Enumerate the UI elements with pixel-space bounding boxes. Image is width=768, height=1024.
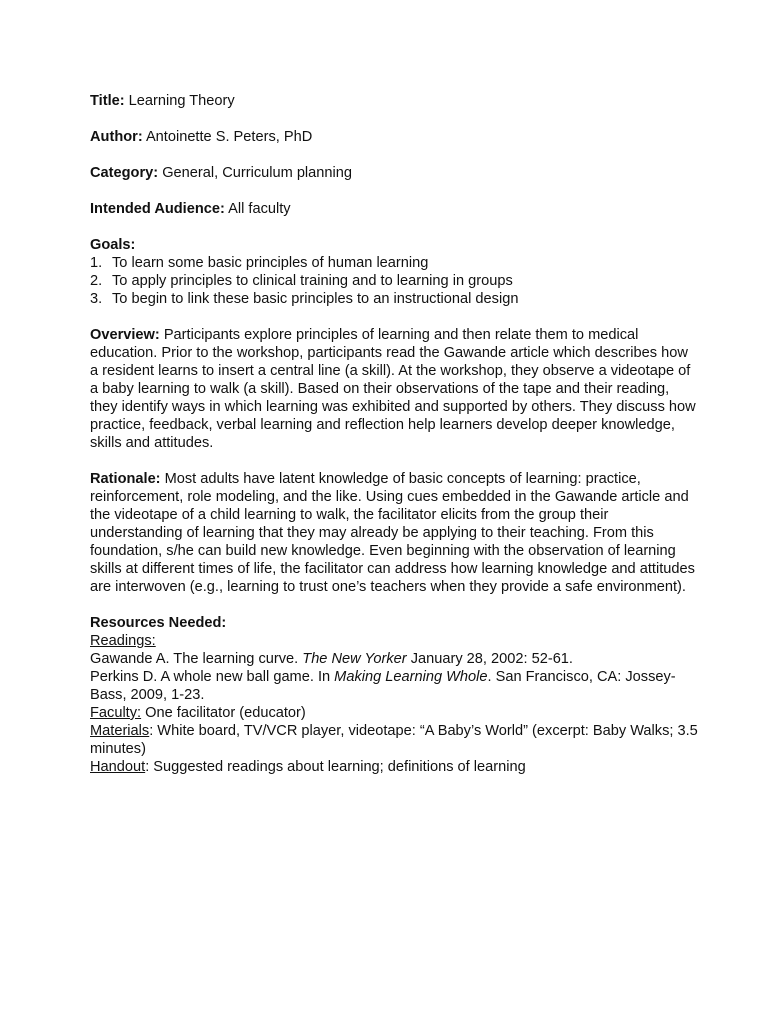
- goal-text: To learn some basic principles of human learning: [112, 255, 429, 271]
- goal-number: 3.: [90, 291, 103, 307]
- category-value: General, Curriculum planning: [162, 165, 352, 181]
- category-field: [90, 164, 698, 182]
- faculty-label: Faculty:: [90, 705, 142, 721]
- materials-line: [90, 722, 698, 758]
- goal-text: To apply principles to clinical training and to learning in groups: [112, 273, 513, 289]
- materials-label: Materials: [90, 723, 150, 739]
- reading-citation-2: [90, 668, 698, 704]
- handout-line: [90, 758, 698, 776]
- readings-label: Readings:: [90, 633, 156, 649]
- title-label: Title:: [90, 93, 125, 109]
- author-field: [90, 128, 698, 146]
- list-item: [90, 290, 698, 308]
- list-item: [90, 272, 698, 290]
- title-field: [90, 92, 698, 110]
- reading2-after: . San Francisco, CA: Jossey-Bass, 2009, 1-23.: [90, 669, 676, 703]
- rationale-label: Rationale:: [90, 471, 161, 487]
- rationale-text: Most adults have latent knowledge of basic concepts of learning: practice, reinforcement, role modeling, and the like. Using cues embedded in the Gawande article and the videotape of a child learning to walk, the facilitator elicits from the group their understanding of learning that they may already be applying to their teaching. From this foundation, s/he can build new knowledge. Even beginning with the observation of learning skills at different times of life, the facilitator can address how learning knowledge and attitudes are interwoven (e.g., learning to trust one’s teachers when they provide a safe environment).: [90, 471, 695, 595]
- reading1-journal: The New Yorker: [302, 651, 407, 667]
- readings-heading: [90, 632, 698, 650]
- reading2-before: Perkins D. A whole new ball game. In: [90, 669, 335, 685]
- materials-value: : White board, TV/VCR player, videotape: “A Baby’s World” (excerpt: Baby Walks; 3.5 minutes): [90, 723, 698, 757]
- faculty-value: One facilitator (educator): [141, 705, 306, 721]
- reading1-after: January 28, 2002: 52-61.: [406, 651, 573, 667]
- handout-value: : Suggested readings about learning; definitions of learning: [145, 759, 526, 775]
- reading1-before: Gawande A. The learning curve.: [90, 651, 303, 667]
- reading-citation-1: [90, 650, 698, 668]
- goal-number: 1.: [90, 255, 103, 271]
- goal-text: To begin to link these basic principles to an instructional design: [112, 291, 519, 307]
- resources-label: Resources Needed:: [90, 615, 227, 631]
- overview-text: Participants explore principles of learning and then relate them to medical education. Prior to the workshop, participants read the Gawande article which describes how a resident learns to insert a central line (a skill). At the workshop, they observe a videotape of a baby learning to walk (a skill). Based on their observations of the tape and their reading, they identify ways in which learning was exhibited and supported by others. They discuss how practice, feedback, verbal learning and reflection help learners develop deeper knowledge, skills and attitudes.: [90, 327, 696, 451]
- reading2-book: Making Learning Whole: [334, 669, 488, 685]
- goals-heading: [90, 236, 698, 254]
- category-label: Category:: [90, 165, 159, 181]
- rationale-section: [90, 470, 698, 596]
- goals-label: Goals:: [90, 237, 136, 253]
- faculty-line: [90, 704, 698, 722]
- overview-section: [90, 326, 698, 452]
- list-item: [90, 254, 698, 272]
- author-label: Author:: [90, 129, 143, 145]
- goal-number: 2.: [90, 273, 103, 289]
- author-value: Antoinette S. Peters, PhD: [145, 129, 313, 145]
- handout-label: Handout: [90, 759, 146, 775]
- audience-value: All faculty: [228, 201, 291, 217]
- goals-list: [90, 254, 698, 308]
- title-value: Learning Theory: [128, 93, 235, 109]
- audience-field: [90, 200, 698, 218]
- audience-label: Intended Audience:: [90, 201, 225, 217]
- overview-label: Overview:: [90, 327, 160, 343]
- resources-heading: [90, 614, 698, 632]
